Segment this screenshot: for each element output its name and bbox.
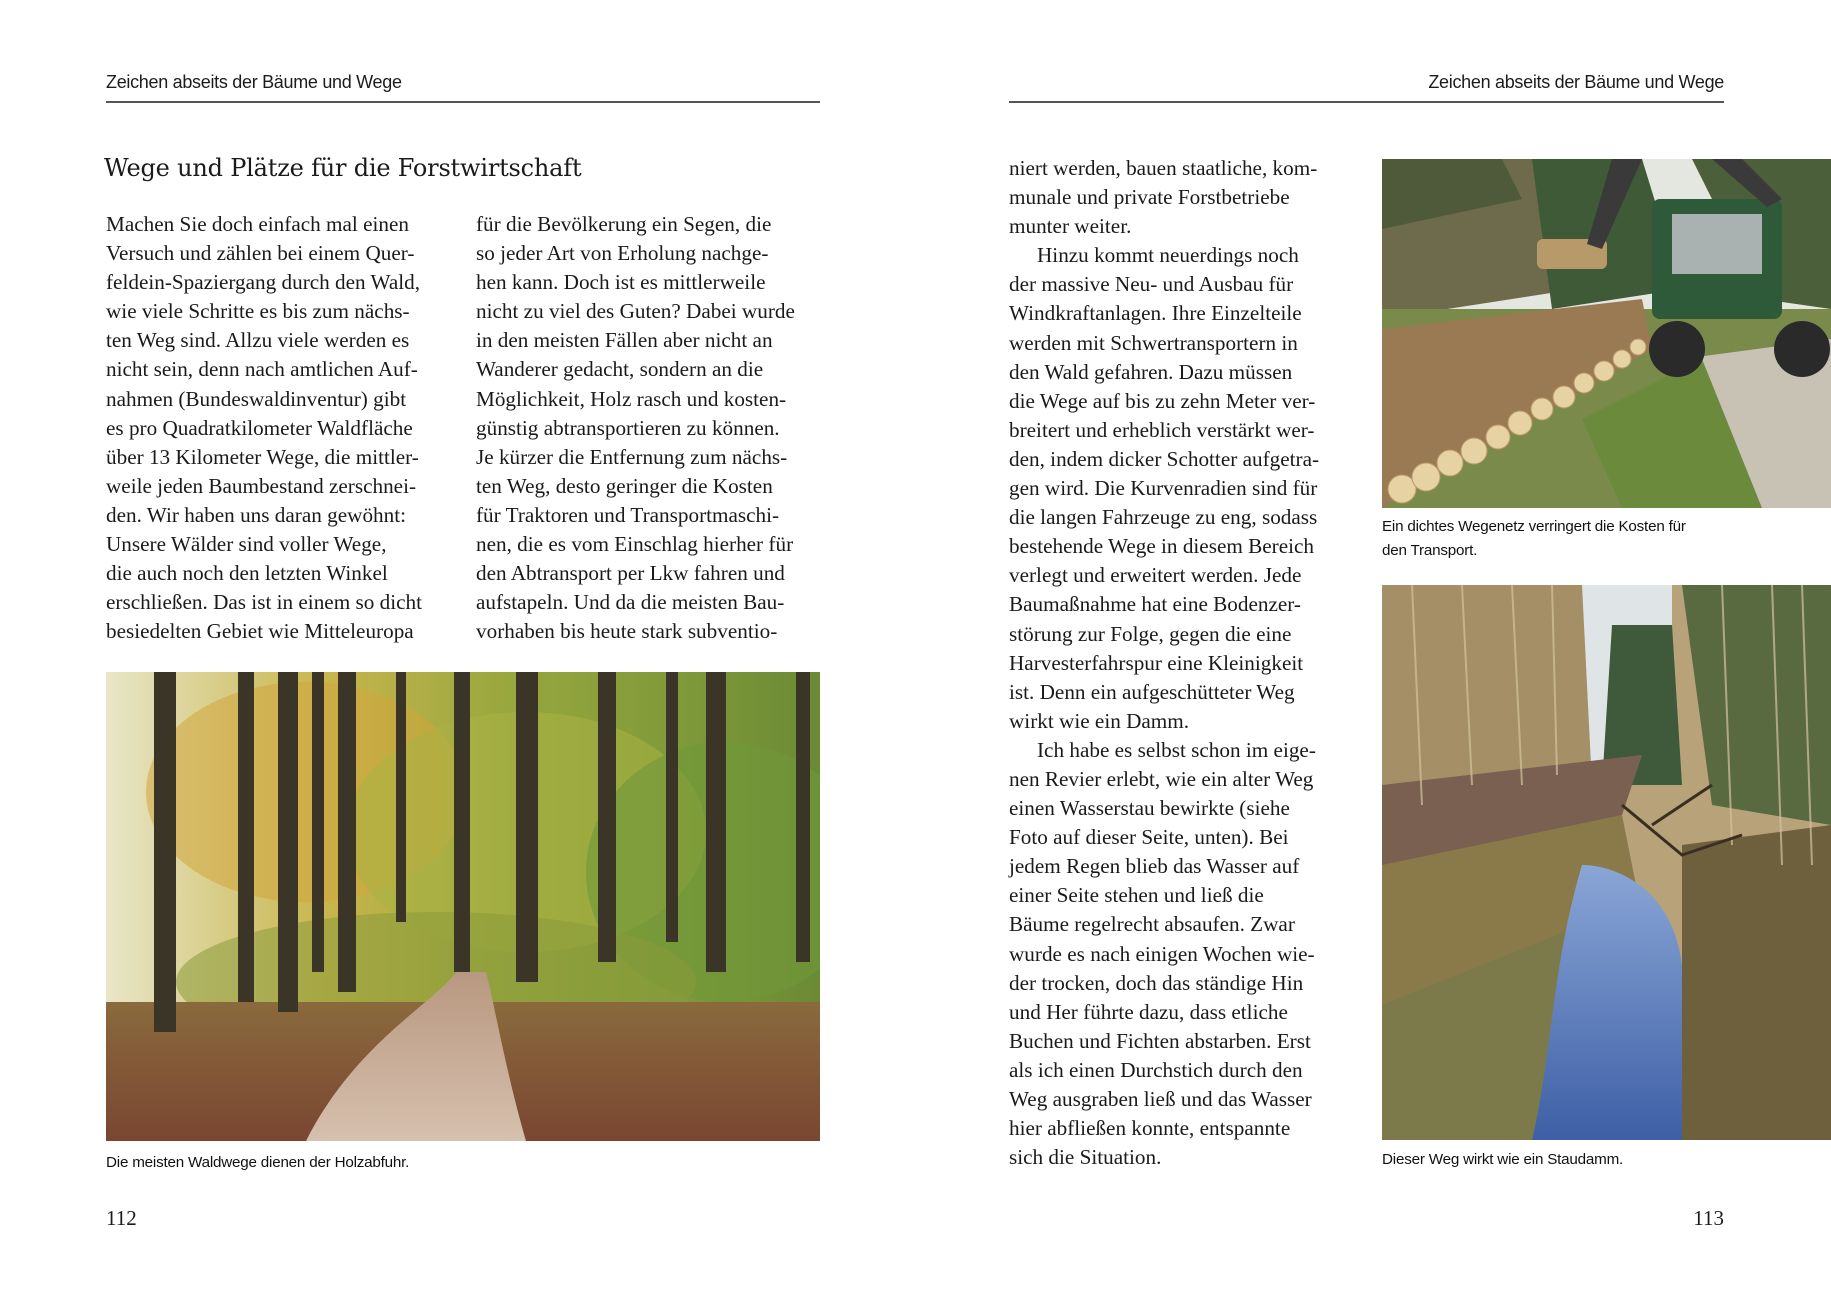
page-number-right: 113 (1693, 1206, 1724, 1230)
page-number-left: 112 (106, 1206, 137, 1230)
text-line: für die Bevölkerung ein Segen, die (476, 212, 772, 236)
text-line: wie viele Schritte es bis zum nächs- (106, 299, 410, 324)
text-line: erschließen. Das ist in einem so dicht (106, 590, 422, 615)
text-line: den Wald gefahren. Dazu müssen (1009, 359, 1293, 384)
body-column-2 (476, 210, 821, 646)
text-line: Versuch und zählen bei einem Quer- (106, 241, 415, 266)
text-line: nicht sein, denn nach amtlichen Auf- (106, 357, 418, 382)
text-line: feldein-Spaziergang durch den Wald, (106, 270, 421, 295)
text-line: wurde es nach einigen Wochen wie- (1009, 941, 1315, 966)
text-line: den. Wir haben uns daran gewöhnt: (106, 502, 407, 527)
text-line: munter weiter. (1009, 214, 1132, 239)
text-line: Windkraftanlagen. Ihre Einzelteile (1009, 301, 1302, 326)
text-line: wirkt wie ein Damm. (1009, 708, 1190, 733)
text-line: Buchen und Fichten abstarben. Erst (1009, 1028, 1311, 1053)
text-line: einer Seite stehen und ließ die (1009, 883, 1264, 908)
text-line: so jeder Art von Erholung nachge- (476, 241, 769, 266)
text-line: günstig abtransportieren zu können. (476, 415, 780, 440)
text-line: niert werden, bauen staatliche, kom- (1009, 156, 1318, 180)
text-line: vorhaben bis heute stark subventio- (476, 619, 778, 644)
text-line: breitert und erheblich verstärkt wer- (1009, 417, 1315, 442)
text-line: Baumaßnahme hat eine Bodenzer- (1009, 592, 1301, 617)
text-line: hen kann. Doch ist es mittlerweile (476, 270, 766, 295)
text-line: Ich habe es selbst schon im eige- (1037, 737, 1316, 762)
photo-autumn-forest-road (106, 672, 820, 1141)
body-column-right (1009, 154, 1349, 1172)
text-line: munale und private Forstbetriebe (1009, 185, 1290, 210)
text-line: nen, die es vom Einschlag hierher für (476, 532, 794, 557)
text-line: Machen Sie doch einfach mal einen (106, 212, 409, 236)
running-head-left: Zeichen abseits der Bäume und Wege (106, 72, 402, 92)
header-rule-left (106, 101, 820, 103)
photo-caption-top-right (1382, 515, 1686, 563)
body-column-1 (106, 210, 451, 646)
text-line: werden mit Schwertransportern in (1009, 330, 1298, 355)
text-line: und Her führte dazu, dass etliche (1009, 999, 1288, 1024)
text-line: über 13 Kilometer Wege, die mittler- (106, 444, 419, 469)
text-line: besiedelten Gebiet wie Mitteleuropa (106, 619, 414, 644)
text-line: Harvesterfahrspur eine Kleinigkeit (1009, 650, 1304, 675)
text-line: Unsere Wälder sind voller Wege, (106, 532, 387, 557)
text-line: nicht zu viel des Guten? Dabei wurde (476, 299, 795, 324)
text-line: Wanderer gedacht, sondern an die (476, 357, 764, 382)
photo-dammed-path-pond (1382, 585, 1831, 1140)
section-heading: Wege und Plätze für die Forstwirtschaft (104, 154, 582, 182)
text-line: als ich einen Durchstich durch den (1009, 1057, 1303, 1082)
text-line: den Abtransport per Lkw fahren und (476, 561, 785, 586)
text-line: ist. Denn ein aufgeschütteter Weg (1009, 679, 1295, 704)
text-line: die langen Fahrzeuge zu eng, sodass (1009, 505, 1318, 530)
photo-log-pile-forwarder (1382, 159, 1831, 508)
header-rule-right (1009, 101, 1724, 103)
text-line: nahmen (Bundeswaldinventur) gibt (106, 386, 407, 411)
text-line: nen Revier erlebt, wie ein alter Weg (1009, 766, 1314, 791)
text-line: bestehende Wege in diesem Bereich (1009, 534, 1315, 559)
text-line: aufstapeln. Und da die meisten Bau- (476, 590, 785, 615)
text-line: sich die Situation. (1009, 1145, 1162, 1170)
text-line: die auch noch den letzten Winkel (106, 561, 388, 586)
text-line: ten Weg sind. Allzu viele werden es (106, 328, 410, 353)
text-line: Bäume regelrecht absaufen. Zwar (1009, 912, 1295, 937)
text-line: der trocken, doch das ständige Hin (1009, 970, 1304, 995)
text-line: jedem Regen blieb das Wasser auf (1009, 854, 1300, 879)
text-line: hier abfließen konnte, entspannte (1009, 1116, 1291, 1141)
text-line: die Wege auf bis zu zehn Meter ver- (1009, 388, 1316, 413)
text-line: verlegt und erweitert werden. Jede (1009, 563, 1302, 588)
text-line: Möglichkeit, Holz rasch und kosten- (476, 386, 787, 411)
text-line: es pro Quadratkilometer Waldfläche (106, 415, 413, 440)
caption-line: den Transport. (1382, 542, 1478, 559)
text-line: gen wird. Die Kurvenradien sind für (1009, 476, 1318, 501)
caption-line: Ein dichtes Wegenetz verringert die Kosten für (1382, 518, 1686, 535)
photo-caption-left: Die meisten Waldwege dienen der Holzabfuhr. (106, 1154, 410, 1171)
text-line: für Traktoren und Transportmaschi- (476, 502, 780, 527)
text-line: Foto auf dieser Seite, unten). Bei (1009, 825, 1289, 850)
text-line: ten Weg, desto geringer die Kosten (476, 473, 773, 498)
text-line: weile jeden Baumbestand zerschnei- (106, 473, 417, 498)
text-line: in den meisten Fällen aber nicht an (476, 328, 773, 353)
text-line: Hinzu kommt neuerdings noch (1037, 243, 1299, 268)
photo-caption-bottom-right: Dieser Weg wirkt wie ein Staudamm. (1382, 1151, 1624, 1168)
text-line: Je kürzer die Entfernung zum nächs- (476, 444, 788, 469)
text-line: störung zur Folge, gegen die eine (1009, 621, 1292, 646)
text-line: den, indem dicker Schotter aufgetra- (1009, 446, 1320, 471)
text-line: der massive Neu- und Ausbau für (1009, 272, 1294, 297)
text-line: Weg ausgraben ließ und das Wasser (1009, 1087, 1312, 1111)
text-line: einen Wasserstau bewirkte (siehe (1009, 796, 1290, 821)
running-head-right: Zeichen abseits der Bäume und Wege (1428, 72, 1724, 92)
